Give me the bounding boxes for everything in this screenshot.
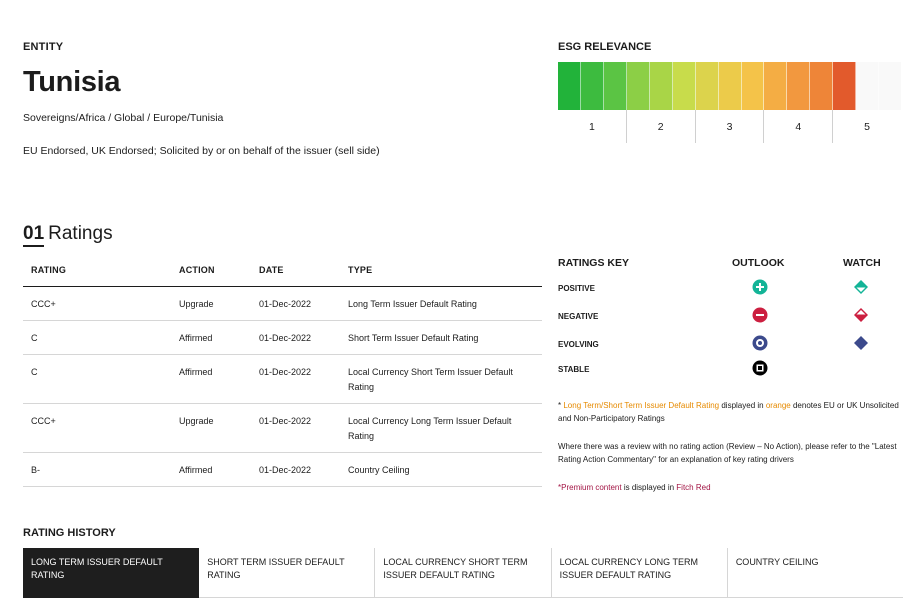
- section-label: Ratings: [48, 223, 113, 244]
- entity-breadcrumb: Sovereigns/Africa / Global / Europe/Tunisia: [23, 112, 224, 124]
- tab-long-term-idr[interactable]: LONG TERM ISSUER DEFAULT RATING: [23, 548, 199, 598]
- esg-scale-segment: [696, 62, 719, 110]
- tab-short-term-idr[interactable]: SHORT TERM ISSUER DEFAULT RATING: [199, 548, 375, 598]
- esg-scale-segment: [833, 62, 856, 110]
- dot-circle-icon: [752, 335, 768, 351]
- esg-scale-segment: [558, 62, 581, 110]
- esg-scale-segment: [764, 62, 787, 110]
- column-header-action: ACTION: [171, 258, 251, 287]
- esg-scale-segment: [787, 62, 810, 110]
- rating-history-label: RATING HISTORY: [23, 527, 116, 539]
- esg-scale-number: 4: [764, 110, 833, 143]
- rating-action: Affirmed: [171, 453, 251, 487]
- plus-circle-icon: [752, 279, 768, 295]
- tab-country-ceiling[interactable]: COUNTRY CEILING: [728, 548, 903, 598]
- rating-action: Affirmed: [171, 355, 251, 404]
- ratings-key-row-stable: [558, 360, 901, 380]
- ratings-section-title: [23, 223, 113, 245]
- rating-type: Local Currency Short Term Issuer Default Rating: [340, 355, 542, 404]
- rating-date: 01-Dec-2022: [251, 355, 340, 404]
- table-header-row: [23, 258, 542, 287]
- unsolicited-note: [558, 399, 901, 425]
- rating-type: Local Currency Long Term Issuer Default Rating: [340, 404, 542, 453]
- note-text: denotes EU or UK Unsolicited and Non-Participatory Ratings: [558, 401, 899, 423]
- rating-type: Country Ceiling: [340, 453, 542, 487]
- diamond-up-icon: [853, 279, 869, 295]
- rating-date: 01-Dec-2022: [251, 321, 340, 355]
- esg-scale-segment: [673, 62, 696, 110]
- rating-date: 01-Dec-2022: [251, 404, 340, 453]
- rating-date: 01-Dec-2022: [251, 287, 340, 321]
- esg-scale-number: 2: [627, 110, 696, 143]
- table-row: [23, 453, 542, 487]
- rating-action: Upgrade: [171, 404, 251, 453]
- note-text: *: [558, 401, 564, 410]
- esg-scale-number: 1: [558, 110, 627, 143]
- note-orange-word: orange: [765, 401, 791, 410]
- ratings-key-label: POSITIVE: [558, 284, 595, 293]
- entity-label: ENTITY: [23, 41, 64, 53]
- esg-scale-segment: [879, 62, 901, 110]
- table-row: [23, 287, 542, 321]
- esg-scale-segment: [742, 62, 765, 110]
- diamond-solid-icon: [853, 335, 869, 351]
- rating-value: C: [23, 321, 171, 355]
- rating-value: C: [23, 355, 171, 404]
- rating-value: CCC+: [23, 287, 171, 321]
- tab-lc-short-term-idr[interactable]: LOCAL CURRENCY SHORT TERM ISSUER DEFAULT RATING: [375, 548, 551, 598]
- note-text: is displayed in: [621, 483, 677, 492]
- esg-scale-segment: [810, 62, 833, 110]
- esg-scale-segment: [856, 62, 879, 110]
- page-title: Tunisia: [23, 66, 121, 98]
- ratings-key-label: NEGATIVE: [558, 312, 599, 321]
- section-number: 01: [23, 223, 44, 247]
- rating-date: 01-Dec-2022: [251, 453, 340, 487]
- column-header-type: TYPE: [340, 258, 542, 287]
- esg-scale-number: 5: [864, 121, 870, 133]
- esg-scale-segment: [581, 62, 604, 110]
- esg-scale-number: 3: [696, 110, 765, 143]
- diamond-down-icon: [853, 307, 869, 323]
- esg-scale-segment: [650, 62, 673, 110]
- ratings-table: [23, 258, 542, 487]
- endorsement-status: EU Endorsed, UK Endorsed; Solicited by or on behalf of the issuer (sell side): [23, 145, 380, 157]
- minus-circle-icon: [752, 307, 768, 323]
- note-orange-text: Long Term/Short Term Issuer Default Rating: [563, 401, 720, 410]
- esg-relevance-label: ESG RELEVANCE: [558, 41, 652, 53]
- ratings-key-row-evolving: [558, 335, 901, 355]
- square-circle-icon: [752, 360, 768, 376]
- ratings-key-row-negative: [558, 307, 901, 327]
- tab-lc-long-term-idr[interactable]: LOCAL CURRENCY LONG TERM ISSUER DEFAULT RATING: [552, 548, 728, 598]
- fitch-red-text: Fitch Red: [676, 483, 711, 492]
- rating-history-tabs: [23, 548, 903, 598]
- column-header-date: DATE: [251, 258, 340, 287]
- ratings-key-label: STABLE: [558, 365, 590, 374]
- watch-column-title: WATCH: [843, 257, 881, 269]
- ratings-key-label: EVOLVING: [558, 340, 599, 349]
- premium-note: [558, 481, 901, 494]
- esg-scale-segment: [604, 62, 627, 110]
- table-row: [23, 355, 542, 404]
- rating-type: Short Term Issuer Default Rating: [340, 321, 542, 355]
- rating-action: Affirmed: [171, 321, 251, 355]
- rating-type: Long Term Issuer Default Rating: [340, 287, 542, 321]
- outlook-column-title: OUTLOOK: [732, 257, 785, 269]
- esg-relevance-scale: [558, 62, 901, 110]
- table-row: [23, 321, 542, 355]
- note-text: displayed in: [719, 401, 766, 410]
- rating-action: Upgrade: [171, 287, 251, 321]
- esg-scale-segment: [719, 62, 742, 110]
- ratings-key-title: RATINGS KEY: [558, 257, 629, 269]
- column-header-rating: RATING: [23, 258, 171, 287]
- ratings-key-row-positive: [558, 279, 901, 299]
- review-note: Where there was a review with no rating action (Review – No Action), please refer to the "Latest Rating Action Commentary" for an explanation of key rating drivers: [558, 442, 897, 464]
- rating-value: CCC+: [23, 404, 171, 453]
- rating-value: B-: [23, 453, 171, 487]
- esg-scale-numbers: [558, 110, 901, 143]
- table-row: [23, 404, 542, 453]
- premium-content-text: *Premium content: [558, 483, 622, 492]
- esg-scale-segment: [627, 62, 650, 110]
